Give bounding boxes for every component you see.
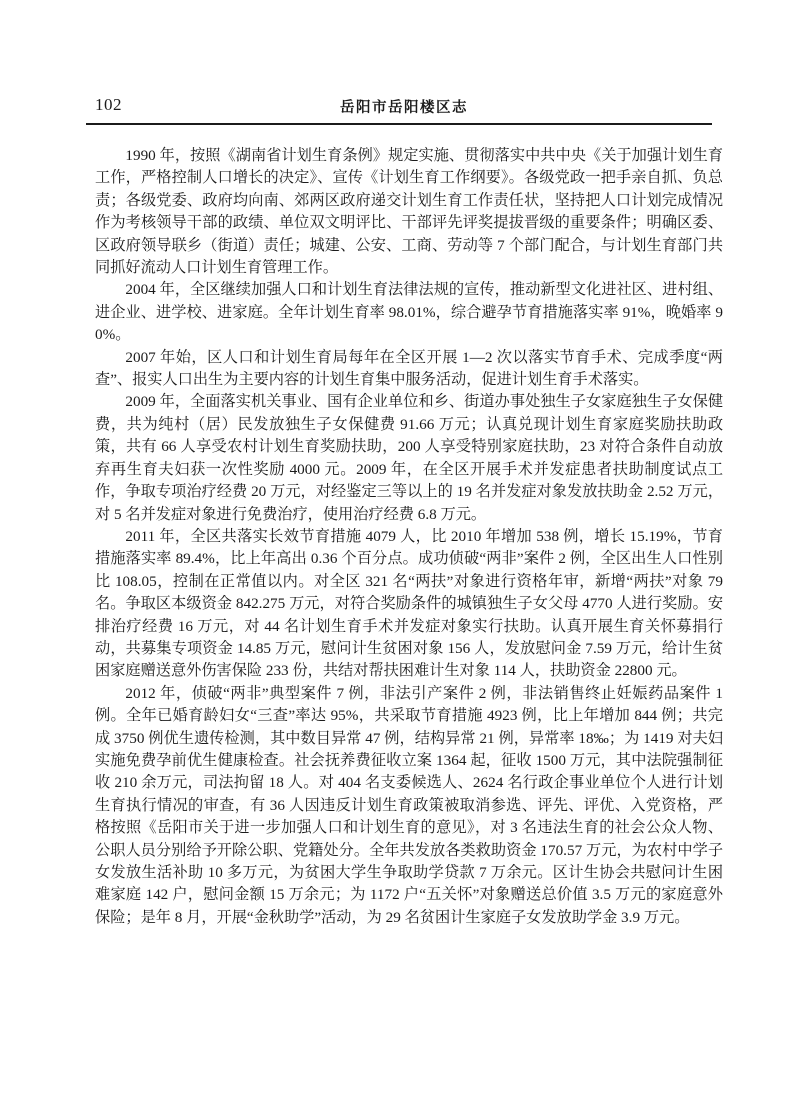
paragraph-2009: 2009 年，全面落实机关事业、国有企业单位和乡、街道办事处独生子女家庭独生子女保健费，共为纯村（居）民发放独生子女保健费 91.66 万元；认真兑现计划生育家庭奖励扶助政策，共有 66 人享受农村计划生育奖励扶助，200 人享受特别家庭扶助，23 对符合条件自动放弃再生育夫妇获一次性奖励 4000 元。2009 年，在全区开展手术并发症患者扶助制度试点工作，争取专项治疗经费 20 万元，对经鉴定三等以上的 19 名并发症对象发放扶助金 2.52 万元，对 5 名并发症对象进行免费治疗，使用治疗经费 6.8 万元。 <box>95 393 723 523</box>
page-number: 102 <box>95 95 122 114</box>
book-title: 岳阳市岳阳楼区志 <box>340 100 468 116</box>
page-header <box>88 94 720 118</box>
paragraph-2007: 2007 年始，区人口和计划生育局每年在全区开展 1—2 次以落实节育手术、完成季度“两查”、报实人口出生为主要内容的计划生育集中服务活动，促进计划生育手术落实。 <box>95 348 723 389</box>
paragraph-2012: 2012 年，侦破“两非”典型案件 7 例，非法引产案件 2 例，非法销售终止妊娠药品案件 1 例。全年已婚育龄妇女“三查”率达 95%，共采取节育措施 4923 例，比上年增加 844 例；共完成 3750 例优生遗传检测，其中数目异常 47 例，结构异常 21 例，异常率 18‰；为 1419 对夫妇实施免费孕前优生健康检查。社会抚养费征收立案 1364 起，征收 1500 万元，其中法院强制征收 210 余万元，司法拘留 18 人。对 404 名支委候选人、2624 名行政企事业单位个人进行计划生育执行情况的审查，有 36 人因违反计划生育政策被取消参选、评先、评优、入党资格，严格按照《岳阳市关于进一步加强人口和计划生育的意见》，对 3 名违法生育的社会公众人物、公职人员分别给予开除公职、党籍处分。全年共发放各类救助资金 170.57 万元，为农村中学子女发放生活补助 10 多万元，为贫困大学生争取助学贷款 7 万余元。区计生协会共慰问计生困难家庭 142 户，慰问金额 15 万余元；为 1172 户“五关怀”对象赠送总价值 3.5 万元的家庭意外保险；是年 8 月，开展“金秋助学”活动，为 29 名贫困计生家庭子女发放助学金 3.9 万元。 <box>95 684 723 926</box>
paragraph-1990: 1990 年，按照《湖南省计划生育条例》规定实施、贯彻落实中共中央《关于加强计划生育工作，严格控制人口增长的决定》、宣传《计划生育工作纲要》。各级党政一把手亲自抓、负总责；各级党委、政府均向南、郊两区政府递交计划生育工作责任状，坚持把人口计划完成情况作为考核领导干部的政绩、单位双文明评比、干部评先评奖提拔晋级的重要条件；明确区委、区政府领导联乡（街道）责任；城建、公安、工商、劳动等 7 个部门配合，与计划生育部门共同抓好流动人口计划生育管理工作。 <box>95 147 723 277</box>
paragraph-2011: 2011 年，全区共落实长效节育措施 4079 人，比 2010 年增加 538 例，增长 15.19%，节育措施落实率 89.4%，比上年高出 0.36 个百分点。成功侦破“两非”案件 2 例，全区出生人口性别比 108.05，控制在正常值以内。对全区 321 名“两扶”对象进行资格年审，新增“两扶”对象 79 名。争取区本级资金 842.275 万元，对符合奖励条件的城镇独生子女父母 4770 人进行奖励。安排治疗经费 16 万元，对 44 名计划生育手术并发症对象实行扶助。认真开展生育关怀募捐行动，共募集专项资金 14.85 万元，慰问计生贫困对象 156 人，发放慰问金 7.59 万元，给计生贫困家庭赠送意外伤害保险 233 份，共结对帮扶困难计生对象 114 人，扶助资金 22800 元。 <box>95 527 723 680</box>
page-body <box>95 145 723 929</box>
header-rule <box>86 123 712 125</box>
paragraph-2004: 2004 年，全区继续加强人口和计划生育法律法规的宣传，推动新型文化进社区、进村组、进企业、进学校、进家庭。全年计划生育率 98.01%，综合避孕节育措施落实率 91%，晚婚率 90%。 <box>95 281 723 344</box>
